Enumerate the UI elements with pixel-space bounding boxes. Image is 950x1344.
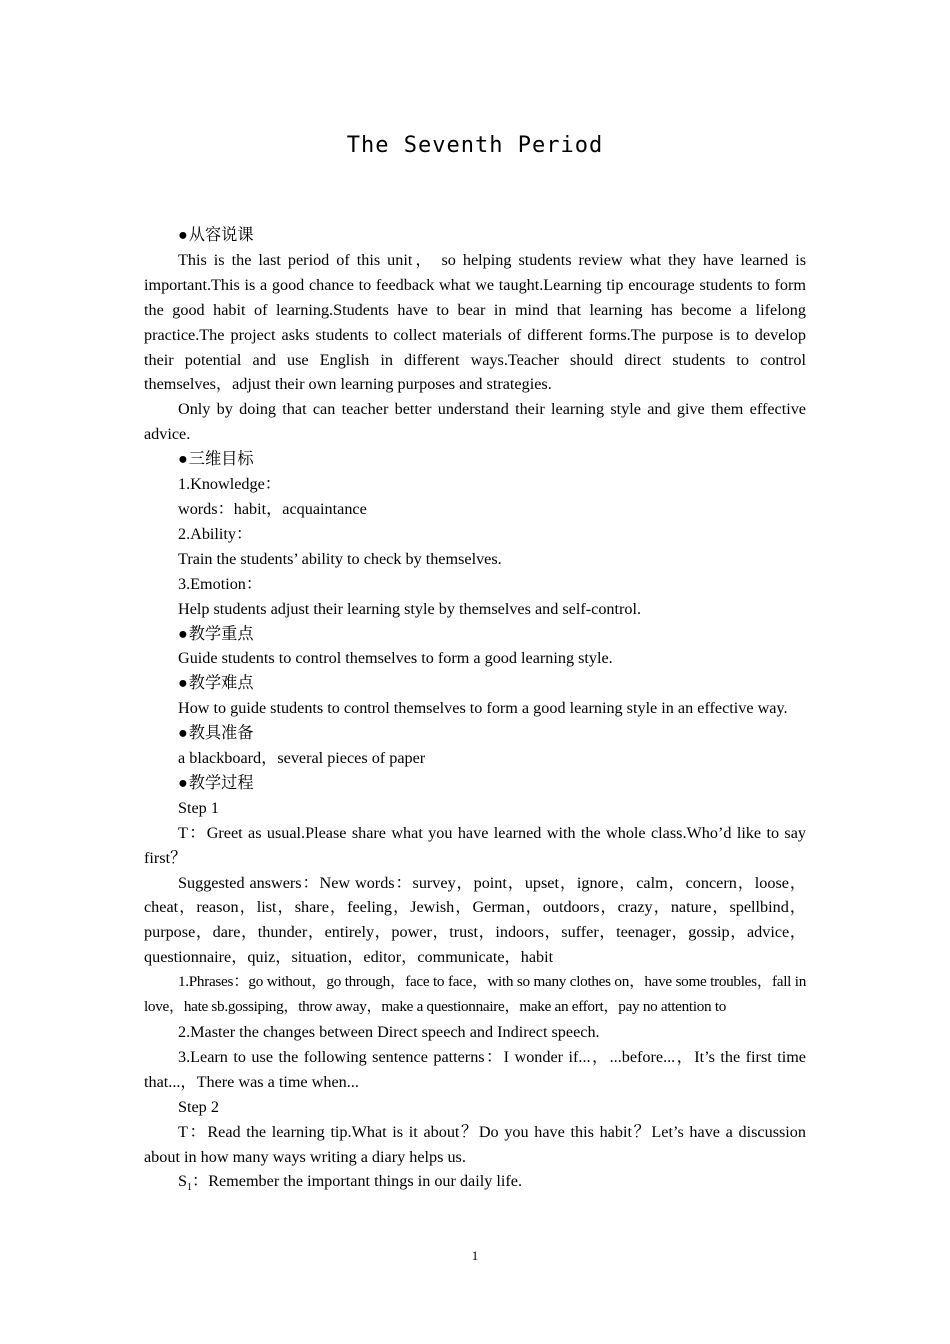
intro-paragraph-2: Only by doing that can teacher better understand their learning style and give them effective advice. [144, 400, 806, 444]
key-point-text: Guide students to control themselves to form a good learning style. [178, 649, 613, 668]
section-heading-difficulty: ●教学难点 [178, 674, 254, 693]
goal-line: 2.Ability： [178, 524, 253, 543]
page-title: The Seventh Period [346, 133, 604, 158]
bullet-icon: ● [178, 773, 188, 792]
bullet-icon: ● [178, 450, 188, 469]
section-heading-aids: ●教具准备 [178, 724, 254, 743]
intro-paragraph-1: This is the last period of this unit， so helping students review what they have learned is important.This is a good chance to feedback what we taught.Learning tip encourage students to form the good habit of learning.Students have to bear in mind that learning has become a lifelong practice.The project asks students to collect materials of different forms.The purpose is to develop their potential and use English in different ways.Teacher should direct students to control themselves，adjust their own learning purposes and strategies. [144, 250, 806, 394]
step-1-teacher: T：Greet as usual.Please share what you have learned with the whole class.Who’d like to say first？ [144, 823, 806, 867]
bullet-icon: ● [178, 724, 188, 743]
step-2-teacher: T：Read the learning tip.What is it about？Do you have this habit？Let’s have a discussion about in how many ways writing a diary helps us. [144, 1122, 806, 1166]
step-1-patterns: 3.Learn to use the following sentence patterns：I wonder if...，...before...，It’s the first time that...，There was a time when... [144, 1047, 806, 1091]
bullet-icon: ● [178, 226, 188, 244]
difficulty-text: How to guide students to control themselves to form a good learning style in an effective way. [178, 699, 788, 718]
page-number: 1 [471, 1248, 479, 1263]
document-body [144, 223, 806, 1202]
goal-line: Train the students’ ability to check by themselves. [178, 549, 502, 568]
step-1-label: Step 1 [178, 798, 219, 817]
goal-line: 1.Knowledge： [178, 475, 281, 494]
goal-line: words：habit，acquaintance [178, 499, 367, 518]
section-heading-goals: ●三维目标 [178, 450, 254, 469]
section-heading-intro: ●从容说课 [178, 226, 254, 244]
step-2-student-line: $S_1$：Remember the important things in our daily life. [178, 1172, 522, 1194]
bullet-icon: ● [178, 674, 188, 693]
aids-text: a blackboard，several pieces of paper [178, 749, 426, 768]
step-1-answers: Suggested answers：New words：survey，point，upset，ignore，calm，concern，loose，cheat，reason，list，share，feeling，Jewish，German，outdoors，crazy，nature，spellbind，purpose，dare，thunder，entirely，power，trust，indoors，suffer，teenager，gossip，advice，questionnaire，quiz，situation，editor，communicate，habit [144, 873, 806, 967]
goal-line: Help students adjust their learning style by themselves and self-control. [178, 599, 642, 618]
step-2-label: Step 2 [178, 1097, 219, 1116]
section-heading-key-point: ●教学重点 [178, 624, 254, 643]
section-heading-process: ●教学过程 [178, 773, 254, 792]
goal-line: 3.Emotion： [178, 574, 263, 593]
step-1-speech: 2.Master the changes between Direct speech and Indirect speech. [178, 1023, 600, 1041]
step-1-phrases: 1.Phrases：go without，go through，face to face，with so many clothes on，have some troubles，fall in love，hate sb.gossiping，throw away，make a questionnaire，make an effort，pay no attention to [144, 973, 806, 1016]
bullet-icon: ● [178, 624, 188, 643]
